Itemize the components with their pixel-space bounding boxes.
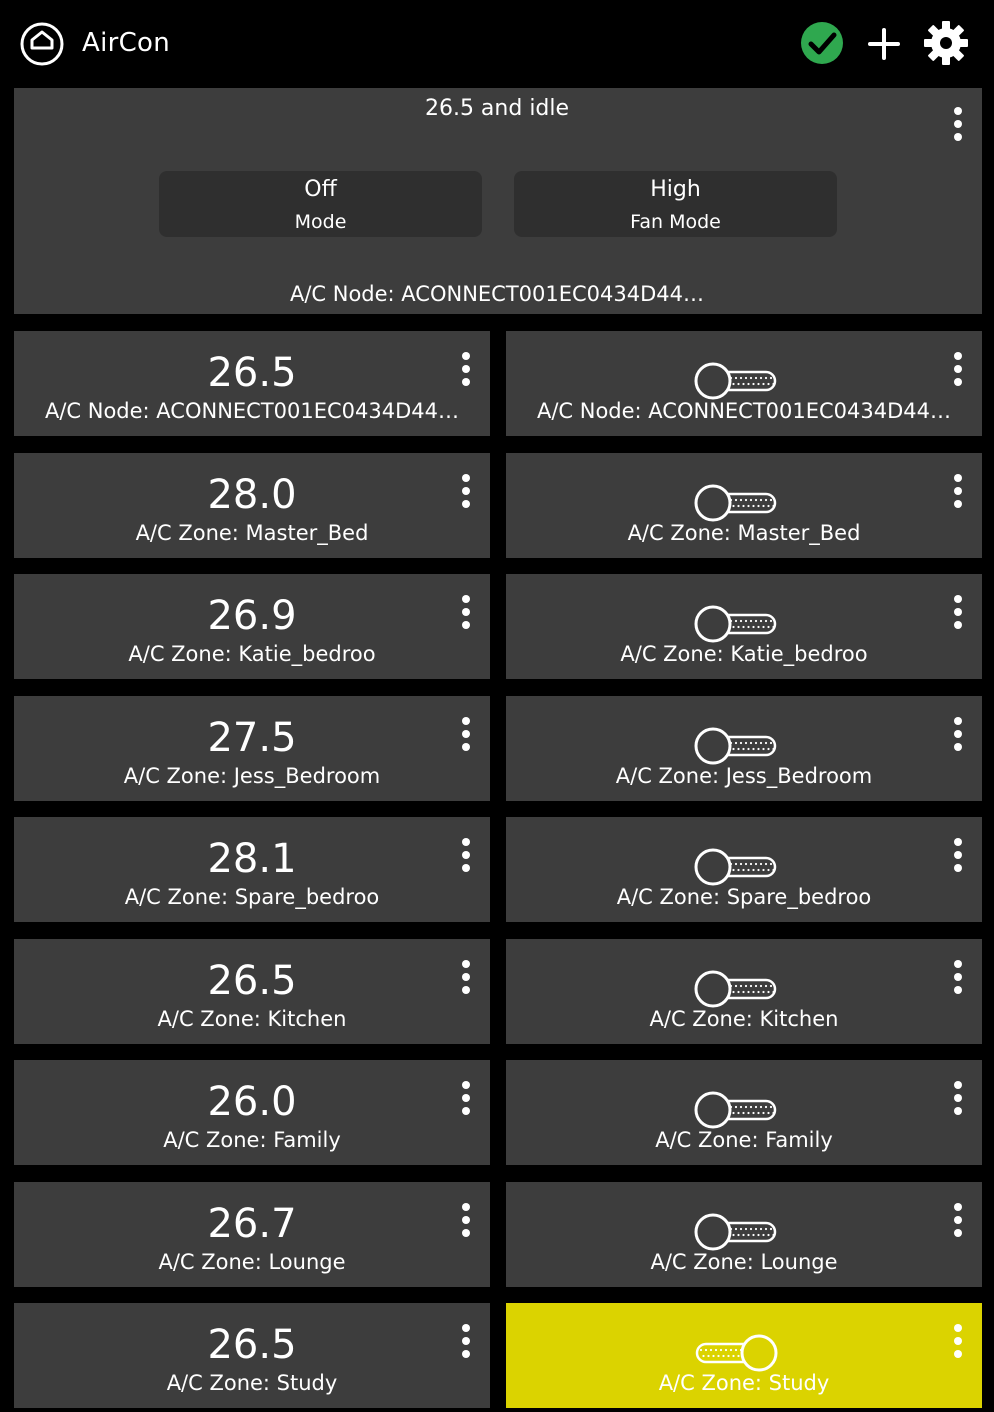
more-options-icon[interactable]: [456, 1078, 476, 1118]
zone-switch-label: A/C Zone: Lounge: [650, 1250, 838, 1274]
toggle-switch-off[interactable]: [693, 1090, 779, 1130]
more-options-icon[interactable]: [456, 1321, 476, 1361]
more-options-icon[interactable]: [948, 835, 968, 875]
more-options-icon[interactable]: [456, 1200, 476, 1240]
more-options-icon[interactable]: [456, 714, 476, 754]
temperature-label: A/C Zone: Katie_bedroo: [128, 642, 376, 666]
fan-mode-label: Fan Mode: [630, 211, 721, 233]
zone-switch-tile[interactable]: [506, 1060, 982, 1165]
zone-switch-tile[interactable]: [506, 1182, 982, 1287]
temperature-value: 27.5: [207, 715, 297, 761]
temperature-value: 26.5: [207, 1322, 297, 1368]
toggle-switch-off[interactable]: [693, 726, 779, 766]
zone-switch-tile[interactable]: [506, 696, 982, 801]
toggle-switch-off[interactable]: [693, 604, 779, 644]
temperature-tile[interactable]: [14, 1303, 490, 1408]
zone-switch-tile[interactable]: [506, 817, 982, 922]
zone-switch-tile[interactable]: [506, 574, 982, 679]
toggle-switch-on[interactable]: [693, 1333, 779, 1373]
temperature-tile[interactable]: [14, 331, 490, 436]
more-options-icon[interactable]: [456, 835, 476, 875]
temperature-tile[interactable]: [14, 574, 490, 679]
zone-switch-label: A/C Zone: Katie_bedroo: [620, 642, 868, 666]
app-title: AirCon: [82, 28, 171, 58]
temperature-tile[interactable]: [14, 939, 490, 1044]
zone-switch-label: A/C Zone: Kitchen: [649, 1007, 839, 1031]
more-options-icon[interactable]: [456, 349, 476, 389]
more-options-icon[interactable]: [948, 104, 968, 144]
temperature-value: 28.0: [207, 472, 297, 518]
zone-switch-tile[interactable]: [506, 453, 982, 558]
more-options-icon[interactable]: [948, 1321, 968, 1361]
more-options-icon[interactable]: [456, 592, 476, 632]
zone-switch-label: A/C Zone: Jess_Bedroom: [615, 764, 873, 788]
temperature-label: A/C Zone: Study: [166, 1371, 338, 1395]
temperature-value: 26.5: [207, 958, 297, 1004]
more-options-icon[interactable]: [456, 957, 476, 997]
temperature-label: A/C Node: ACONNECT001EC0434D44…: [44, 399, 460, 423]
temperature-label: A/C Zone: Master_Bed: [135, 521, 369, 545]
check-icon[interactable]: [799, 20, 845, 66]
zone-switch-label: A/C Zone: Spare_bedroo: [616, 885, 872, 909]
more-options-icon[interactable]: [948, 592, 968, 632]
temperature-label: A/C Zone: Kitchen: [157, 1007, 347, 1031]
temperature-value: 26.5: [207, 350, 297, 396]
fan-mode-value: High: [650, 177, 701, 202]
top-bar: [0, 0, 994, 88]
temperature-label: A/C Zone: Lounge: [158, 1250, 346, 1274]
more-options-icon[interactable]: [456, 471, 476, 511]
temperature-value: 26.0: [207, 1079, 297, 1125]
more-options-icon[interactable]: [948, 349, 968, 389]
toggle-switch-off[interactable]: [693, 969, 779, 1009]
temperature-tile[interactable]: [14, 817, 490, 922]
more-options-icon[interactable]: [948, 957, 968, 997]
thermostat-node-label: A/C Node: ACONNECT001EC0434D44…: [289, 282, 705, 306]
zone-switch-label: A/C Zone: Master_Bed: [627, 521, 861, 545]
temperature-tile[interactable]: [14, 696, 490, 801]
temperature-label: A/C Zone: Jess_Bedroom: [123, 764, 381, 788]
temperature-value: 26.9: [207, 593, 297, 639]
more-options-icon[interactable]: [948, 1078, 968, 1118]
mode-label: Mode: [294, 211, 347, 233]
temperature-label: A/C Zone: Family: [163, 1128, 341, 1152]
zone-switch-label: A/C Zone: Family: [655, 1128, 833, 1152]
toggle-switch-off[interactable]: [693, 1212, 779, 1252]
more-options-icon[interactable]: [948, 1200, 968, 1240]
temperature-value: 26.7: [207, 1201, 297, 1247]
temperature-tile[interactable]: [14, 453, 490, 558]
plus-icon[interactable]: [862, 22, 906, 66]
temperature-tile[interactable]: [14, 1060, 490, 1165]
toggle-switch-off[interactable]: [693, 361, 779, 401]
mode-value: Off: [304, 177, 337, 202]
thermostat-status: 26.5 and idle: [424, 96, 570, 121]
mode-button[interactable]: [159, 171, 482, 237]
more-options-icon[interactable]: [948, 471, 968, 511]
zone-switch-tile[interactable]: [506, 1303, 982, 1408]
zone-switch-tile[interactable]: [506, 331, 982, 436]
temperature-label: A/C Zone: Spare_bedroo: [124, 885, 380, 909]
fan-mode-button[interactable]: [514, 171, 837, 237]
temperature-value: 28.1: [207, 836, 297, 882]
home-icon[interactable]: [18, 20, 68, 66]
temperature-tile[interactable]: [14, 1182, 490, 1287]
zone-switch-label: A/C Node: ACONNECT001EC0434D44…: [536, 399, 952, 423]
more-options-icon[interactable]: [948, 714, 968, 754]
zone-switch-tile[interactable]: [506, 939, 982, 1044]
zone-switch-label: A/C Zone: Study: [658, 1371, 830, 1395]
toggle-switch-off[interactable]: [693, 483, 779, 523]
toggle-switch-off[interactable]: [693, 847, 779, 887]
gear-icon[interactable]: [921, 18, 971, 68]
